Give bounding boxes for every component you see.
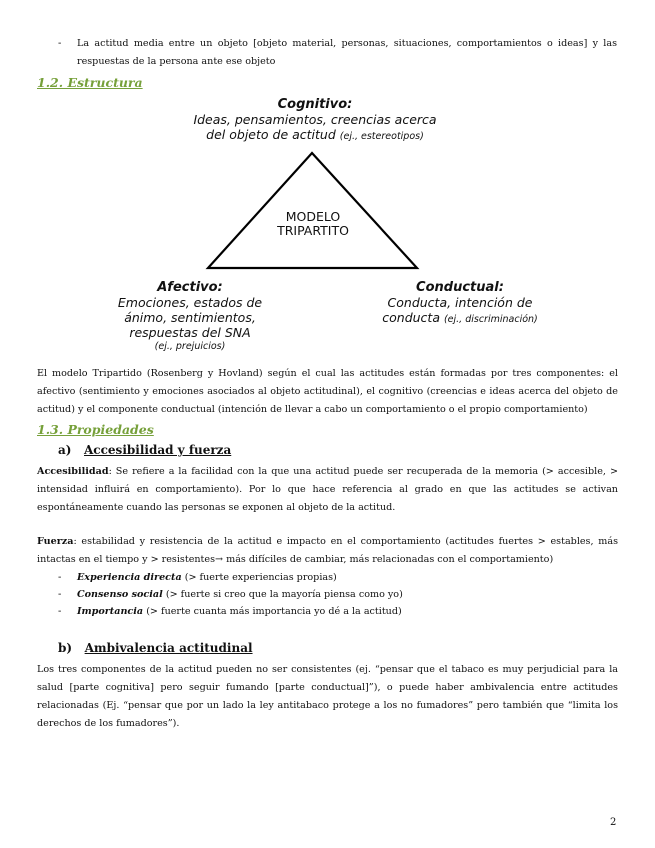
center-line-2: TRIPARTITO — [277, 223, 349, 238]
cognitive-example: (ej., estereotipos) — [339, 131, 424, 142]
conductual-line-1: Conducta, intención de — [387, 295, 533, 310]
list-item-term: Experiencia directa — [77, 572, 182, 583]
fuerza-paragraph — [37, 533, 618, 569]
center-line-1: MODELO — [285, 209, 341, 224]
diagram-center-label — [248, 210, 378, 238]
affective-title: Afectivo: — [157, 280, 223, 295]
list-item — [77, 572, 337, 583]
cognitive-block — [160, 97, 470, 144]
subheading-a — [58, 443, 231, 457]
accesibilidad-paragraph — [37, 463, 618, 517]
affective-block — [100, 280, 280, 353]
conductual-block — [365, 280, 555, 327]
accesibilidad-term: Accesibilidad — [37, 466, 109, 477]
list-bullet: - — [58, 606, 62, 617]
page-number: 2 — [610, 817, 617, 828]
list-item-text: (> fuerte si creo que la mayoría piensa como yo) — [162, 589, 403, 600]
conductual-example: (ej., discriminación) — [443, 314, 538, 325]
affective-line-2: ánimo, sentimientos, — [124, 310, 256, 325]
affective-example: (ej., prejuicios) — [154, 341, 226, 352]
model-paragraph: El modelo Tripartido (Rosenberg y Hovland) según el cual las actitudes están formadas por tres componentes: el afectivo (sentimiento y emociones asociados al objeto actitudinal), el cognitivo (creencias e ideas acerca del objeto de actitud) y el componente conductual (intención de llevar a cabo un comportamiento o el propio comportamiento) — [37, 368, 618, 415]
list-item-term: Consenso social — [77, 589, 163, 600]
list-item-text: (> fuerte experiencias propias) — [181, 572, 337, 583]
list-bullet: - — [58, 572, 62, 583]
subheading-a-letter: a) — [58, 443, 72, 457]
subheading-b — [58, 641, 253, 655]
list-item-text: (> fuerte cuanta más importancia yo dé a la actitud) — [143, 606, 402, 617]
conductual-title: Conductual: — [416, 280, 504, 295]
subheading-b-letter: b) — [58, 641, 73, 655]
ambivalencia-paragraph: Los tres componentes de la actitud pueden no ser consistentes (ej. “pensar que el tabaco es muy perjudicial para la salud [parte cognitiva] pero seguir fumando [parte conductual]”), o puede haber ambivalencia entre actitudes relacionadas (Ej. “pensar que por un lado la ley antitabaco protege a los no fumadores” pero también que “limita los derechos de los fumadores”). — [37, 664, 618, 729]
list-item — [77, 589, 403, 600]
subheading-a-title: Accesibilidad y fuerza — [84, 443, 232, 457]
section-title-estructura: 1.2. Estructura — [37, 75, 143, 90]
list-bullet: - — [58, 589, 62, 600]
intro-bullet: - — [58, 38, 62, 49]
list-item — [77, 606, 402, 617]
list-item-term: Importancia — [77, 606, 144, 617]
affective-line-3: respuestas del SNA — [129, 325, 251, 340]
affective-line-1: Emociones, estados de — [117, 295, 263, 310]
conductual-line-2: conducta — [382, 310, 440, 325]
cognitive-title: Cognitivo: — [277, 97, 353, 112]
fuerza-term: Fuerza — [37, 536, 74, 547]
accesibilidad-text: : Se refiere a la facilidad con la que una actitud puede ser recuperada de la memoria (> accesible, > intensidad influirá en comportamiento). Por lo que hace referencia al grado en que las actitudes se activan espontáneamente cuando las personas se exponen al objeto de la actitud. — [37, 466, 618, 513]
cognitive-line-2: del objeto de actitud — [206, 127, 336, 142]
cognitive-line-1: Ideas, pensamientos, creencias acerca — [193, 112, 437, 127]
intro-text: La actitud media entre un objeto [objeto material, personas, situaciones, comportamientos o ideas] y las respuestas de la persona ante ese objeto — [77, 38, 617, 67]
section-title-propiedades: 1.3. Propiedades — [37, 422, 154, 437]
fuerza-text: : estabilidad y resistencia de la actitud e impacto en el comportamiento (actitudes fuertes > estables, más intactas en el tiempo y > resistentes→ más difíciles de cambiar, más relacionadas con el comportamiento) — [37, 536, 618, 565]
subheading-b-title: Ambivalencia actitudinal — [84, 641, 253, 655]
